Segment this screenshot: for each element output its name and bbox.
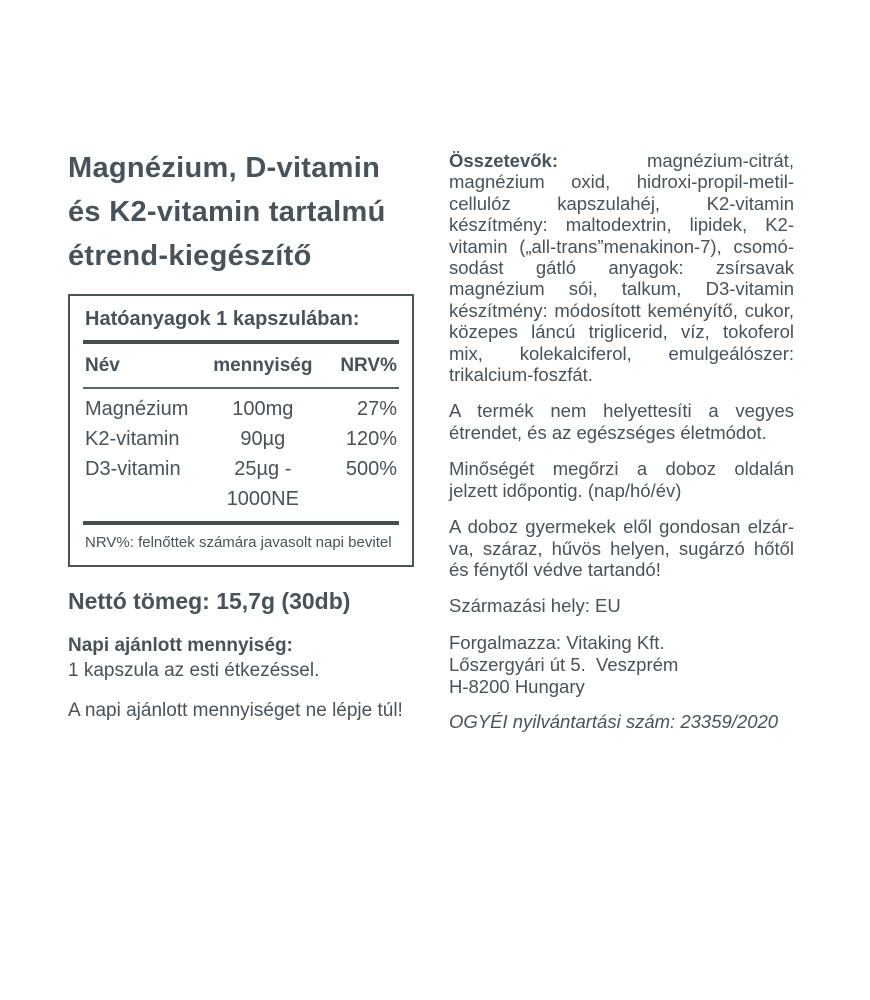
registration-number: OGYÉI nyilvántartási szám: 23359/2020 — [449, 710, 779, 732]
note-best-before: Minőségét megőrzi a doboz oldalán jelzett időpontig. (nap/hó/év) — [449, 458, 794, 501]
product-title: Magnézium, D-vitamin és K2-vitamin tartalmú étrend-kiegészítő — [68, 152, 386, 272]
table-caption: Hatóanyagok 1 kapszulában: — [85, 308, 360, 330]
ingredient-amount: 25µg - 1000NE — [226, 458, 299, 510]
active-ingredients-table — [68, 294, 414, 567]
ingredients-text: magnézium-citrát, magnézium oxid, hidroxi-propil-metil-cellulóz kapszulahéj, K2-vitamin készítmény: maltodextrin, lipidek, K2-vitamin („all-trans”menakinon-7), csomósodást gátló anyagok: zsírsavak magnézium sói, talkum, D3-vitamin készítmény: módosított keményítő, cukor, közepes láncú triglicerid, víz, tokoferol mix, kolekalciferol, emulgeálószer: trikalcium-foszfát. — [449, 150, 794, 386]
overdose-warning: A napi ajánlott mennyiséget ne lépje túl! — [68, 700, 403, 721]
daily-dose-text: 1 kapszula az esti étkezéssel. — [68, 660, 320, 681]
net-weight: Nettó tömeg: 15,7g (30db) — [68, 588, 351, 614]
origin-text: Származási hely: EU — [449, 595, 621, 617]
table-row — [85, 394, 397, 424]
column-header-amount: mennyiség — [213, 355, 313, 376]
right-column — [449, 150, 794, 733]
column-header-nrv: NRV% — [340, 355, 397, 376]
ingredient-nrv: 120% — [345, 428, 397, 450]
ingredient-nrv: 27% — [356, 398, 397, 420]
table-footnote: NRV%: felnőttek számára javasolt napi bevitel — [85, 534, 392, 551]
distributor-block — [449, 632, 794, 698]
column-header-name: Név — [85, 355, 120, 376]
daily-dose-heading: Napi ajánlott mennyiség: — [68, 635, 293, 656]
distributor-street: Lőszergyári út 5. Veszprém — [449, 653, 679, 675]
table-body — [83, 389, 399, 521]
ingredients-heading: Összetevők: — [449, 150, 647, 171]
ingredient-name: D3-vitamin — [85, 458, 181, 480]
ingredient-name: Magnézium — [85, 398, 189, 420]
ingredient-amount: 90µg — [240, 428, 286, 450]
ingredient-nrv: 500% — [345, 458, 397, 480]
note-varied-diet: A termék nem helyettesíti a vegyes étrendet, és az egészséges életmódot. — [449, 400, 794, 443]
note-storage: A doboz gyermekek elől gondosan elzárva, száraz, hűvös helyen, sugárzó hőtől és fénytől védve tartandó! — [449, 516, 794, 580]
distributor-country: H-8200 Hungary — [449, 675, 585, 697]
distributor-name: Forgalmazza: Vitaking Kft. — [449, 631, 665, 653]
ingredient-name: K2-vitamin — [85, 428, 180, 450]
table-row — [85, 454, 397, 514]
table-header-row — [83, 344, 399, 387]
ingredients-paragraph — [449, 150, 794, 385]
ingredient-amount: 100mg — [232, 398, 294, 420]
table-row — [85, 424, 397, 454]
left-column — [68, 146, 414, 722]
